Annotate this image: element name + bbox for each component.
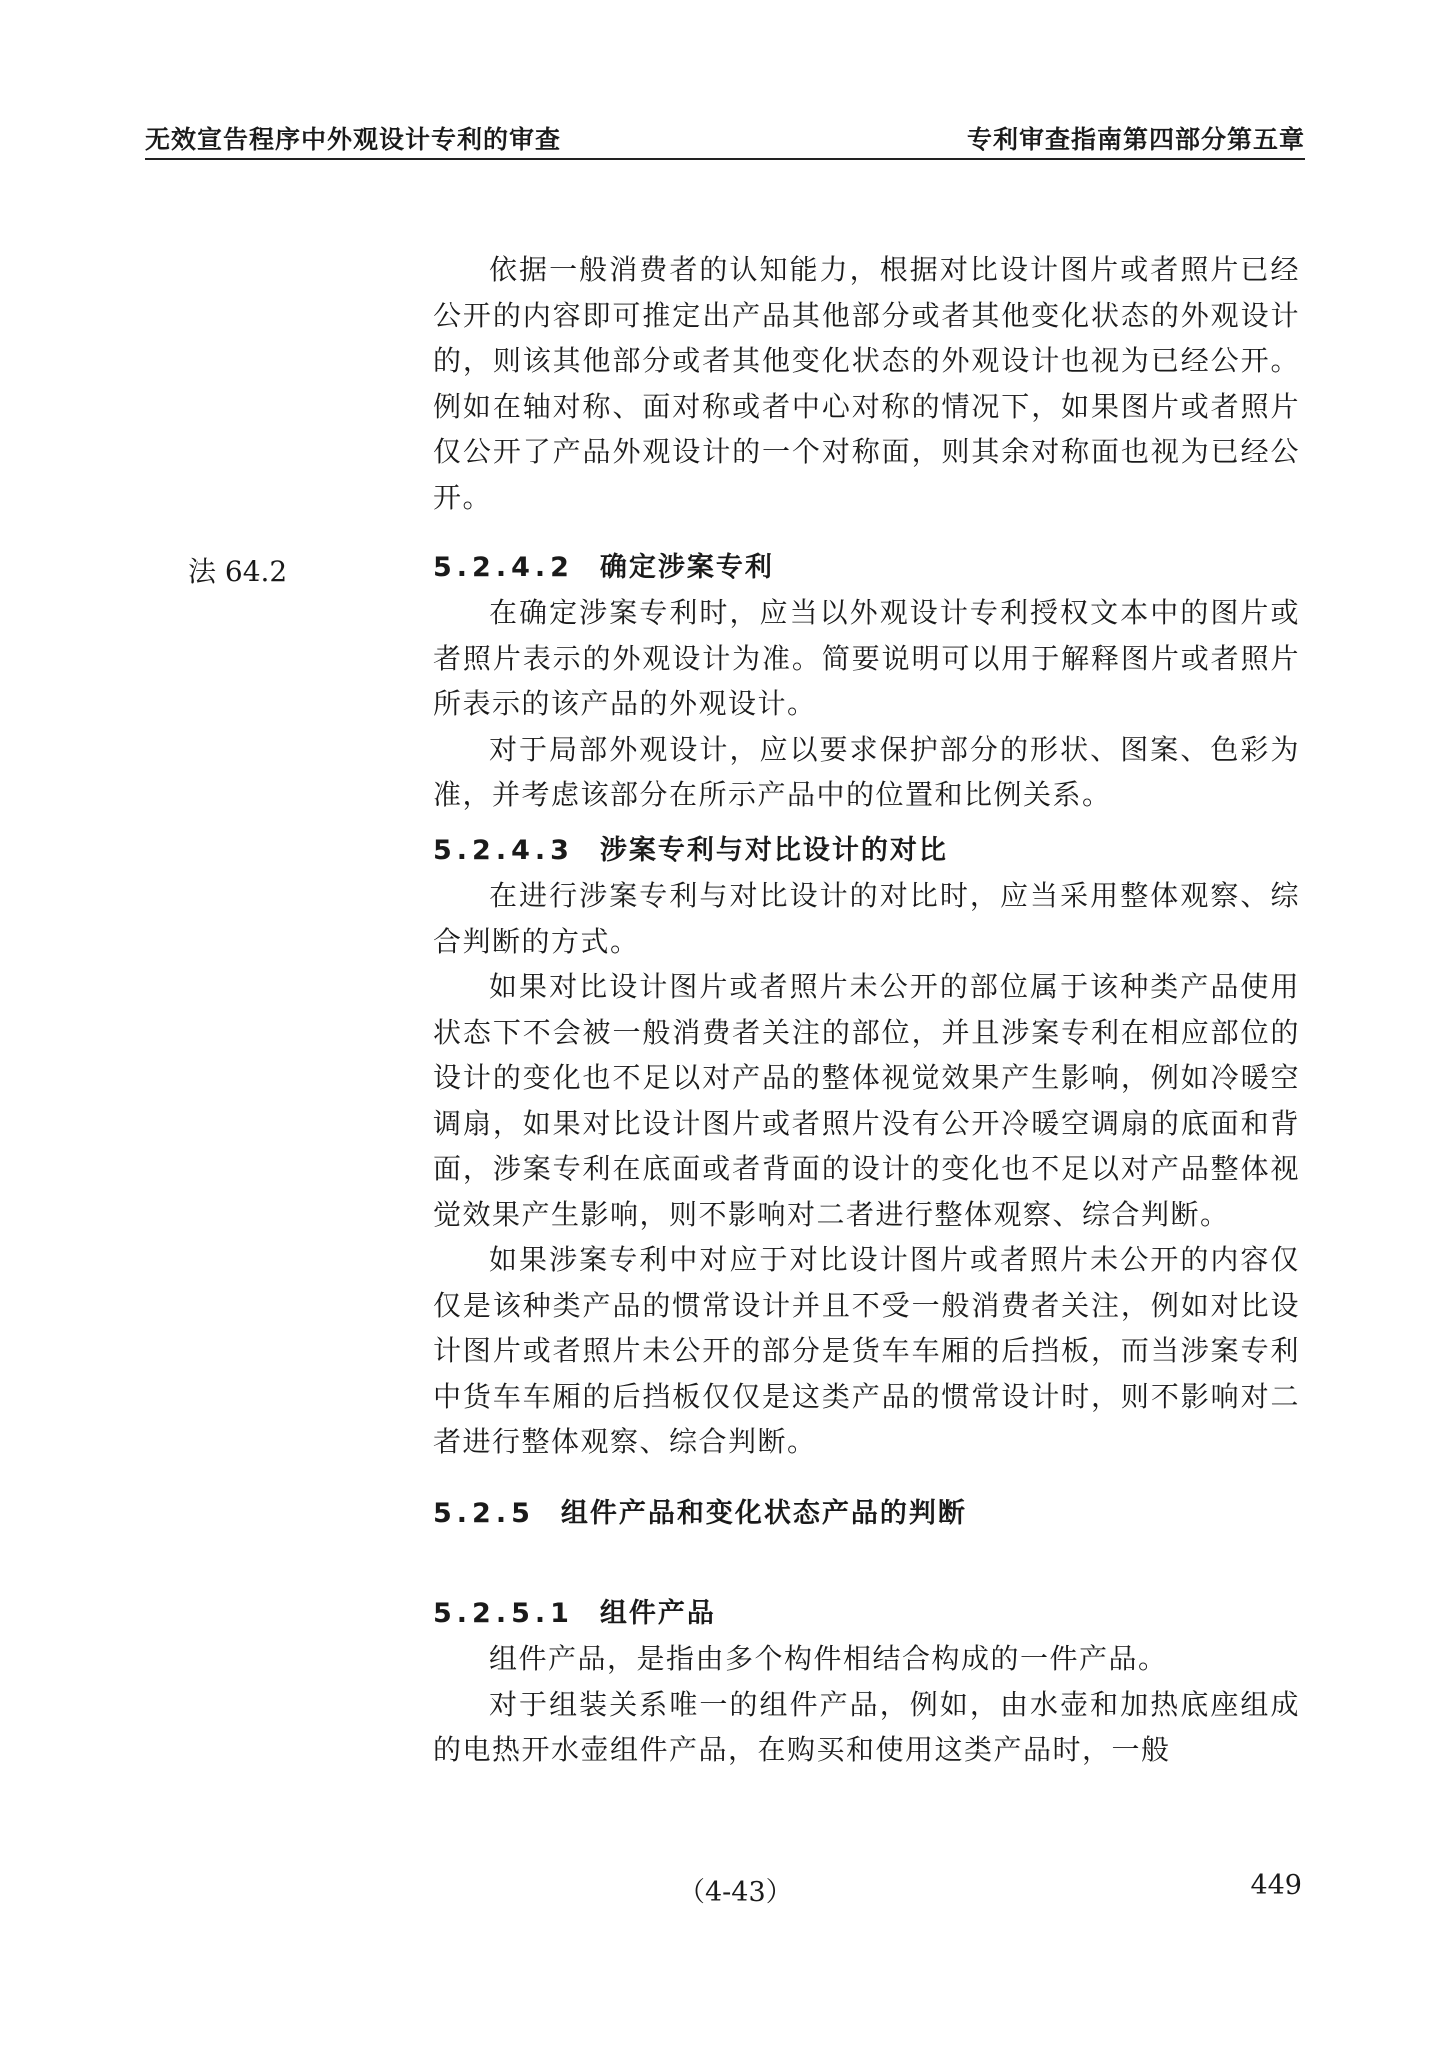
header-book-section: 专利审查指南第四部分第五章 xyxy=(966,125,1305,154)
section-5-2-5-1 xyxy=(433,1591,1300,1773)
body-paragraph: 对于局部外观设计，应以要求保护部分的形状、图案、色彩为准，并考虑该部分在所示产品中的位置和比例关系。 xyxy=(433,732,1300,811)
page-footer xyxy=(0,1870,1449,1910)
section-page-number: （4-43） xyxy=(678,1877,793,1908)
section-heading xyxy=(433,828,1300,873)
section-number: 5.2.5.1 xyxy=(433,1598,574,1629)
body-paragraph: 如果对比设计图片或者照片未公开的部位属于该种类产品使用状态下不会被一般消费者关注的部位，并且涉案专利在相应部位的设计的变化也不足以对产品的整体视觉效果产生影响，例如冷暖空调扇，如果对比设计图片或者照片没有公开冷暖空调扇的底面和背面，涉案专利在底面或者背面的设计的变化也不足以对产品整体视觉效果产生影响，则不影响对二者进行整体观察、综合判断。 xyxy=(433,970,1300,1231)
body-paragraph: 在进行涉案专利与对比设计的对比时，应当采用整体观察、综合判断的方式。 xyxy=(433,879,1300,958)
section-title: 确定涉案专利 xyxy=(599,552,774,583)
section-number: 5.2.4.2 xyxy=(433,552,574,583)
body-paragraph: 对于组装关系唯一的组件产品，例如，由水壶和加热底座组成的电热开水壶组件产品，在购买和使用这类产品时，一般 xyxy=(433,1687,1300,1766)
section-heading xyxy=(433,1591,1300,1636)
section-heading xyxy=(433,545,1300,590)
intro-block xyxy=(433,247,1300,520)
section-5-2-4-2 xyxy=(433,545,1300,818)
body-paragraph: 如果涉案专利中对应于对比设计图片或者照片未公开的内容仅仅是该种类产品的惯常设计并且不受一般消费者关注，例如对比设计图片或者照片未公开的部分是货车车厢的后挡板，而当涉案专利中货车车厢的后挡板仅仅是这类产品的惯常设计时，则不影响对二者进行整体观察、综合判断。 xyxy=(433,1243,1300,1458)
section-5-2-4-3 xyxy=(433,828,1300,1465)
body-paragraph: 在确定涉案专利时，应当以外观设计专利授权文本中的图片或者照片表示的外观设计为准。简要说明可以用于解释图片或者照片所表示的该产品的外观设计。 xyxy=(433,596,1300,720)
section-5-2-5 xyxy=(433,1491,1300,1536)
section-title: 组件产品和变化状态产品的判断 xyxy=(560,1498,967,1529)
header-chapter-title: 无效宣告程序中外观设计专利的审查 xyxy=(145,125,562,154)
running-header xyxy=(145,118,1305,160)
section-title: 组件产品 xyxy=(599,1598,716,1629)
section-number: 5.2.5 xyxy=(433,1498,535,1529)
body-paragraph: 依据一般消费者的认知能力，根据对比设计图片或者照片已经公开的内容即可推定出产品其他部分或者其他变化状态的外观设计的，则该其他部分或者其他变化状态的外观设计也视为已经公开。例如在轴对称、面对称或者中心对称的情况下，如果图片或者照片仅公开了产品外观设计的一个对称面，则其余对称面也视为已经公开。 xyxy=(433,253,1300,514)
section-title: 涉案专利与对比设计的对比 xyxy=(599,835,948,866)
margin-note-law-article: 法 64.2 xyxy=(188,555,288,588)
section-heading xyxy=(433,1491,1300,1536)
page-number: 449 xyxy=(1250,1870,1302,1901)
section-number: 5.2.4.3 xyxy=(433,835,574,866)
body-paragraph: 组件产品，是指由多个构件相结合构成的一件产品。 xyxy=(489,1642,1168,1675)
